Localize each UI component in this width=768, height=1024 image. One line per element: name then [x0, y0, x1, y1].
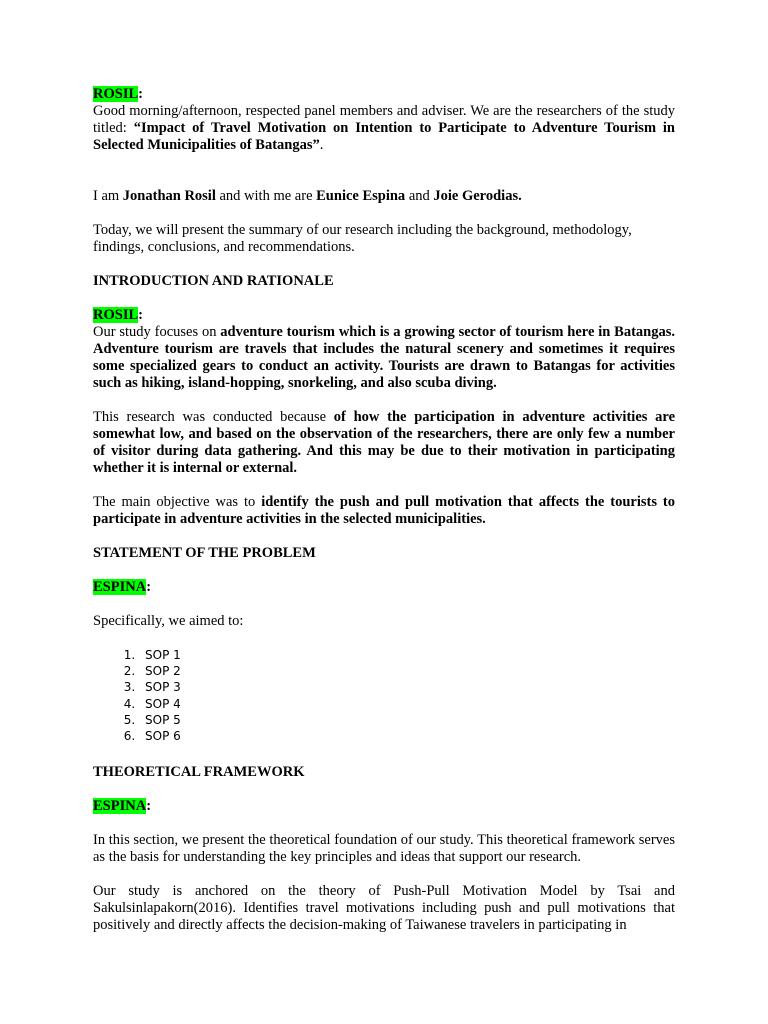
researcher-name: Joie Gerodias. [433, 188, 522, 204]
speaker-label: ROSIL [93, 307, 139, 323]
intro-text: and [405, 188, 434, 204]
speaker-label: ESPINA [93, 798, 147, 815]
speaker-line-rosil-2: ROSIL: [93, 307, 143, 323]
researcher-name: Eunice Espina [316, 188, 406, 204]
speaker-line-espina-1: ESPINA: [93, 579, 152, 595]
section-heading-problem: STATEMENT OF THE PROBLEM [93, 545, 316, 561]
greeting-paragraph [93, 103, 675, 154]
researcher-name: Jonathan Rosil [122, 188, 216, 204]
speaker-line-rosil-1: ROSIL: [93, 86, 143, 102]
paragraph-text: The main objective was to [93, 494, 262, 510]
framework-theory-paragraph: Our study is anchored on the theory of Push-Pull Motivation Model by Tsai and Sakulsinlapakorn(2016). Identifies travel motivations including push and pull motivations that positively and directly affects the decision-making of Taiwanese travelers in participating in [93, 883, 675, 934]
rationale-paragraph [93, 409, 675, 477]
objective-paragraph [93, 494, 675, 528]
greeting-text: Good morning/afternoon, respected panel members and adviser. We are the researchers of the study titled: [93, 103, 675, 136]
emphasis-text: identify the push and pull motivation that affects the tourists to participate in adventure activities in the selected municipalities. [93, 494, 675, 527]
document-page [93, 86, 675, 934]
list-item: 6. SOP 6 [139, 728, 675, 744]
paragraph-text: This research was conducted because [93, 409, 334, 425]
framework-intro-paragraph: In this section, we present the theoretical foundation of our study. This theoretical framework serves as the basis for understanding the key principles and ideas that support our research. [93, 832, 675, 866]
sop-list [93, 647, 675, 744]
emphasis-text: adventure tourism which is a growing sector of tourism here in Batangas. Adventure tourism are travels that includes the natural scenery and sometimes it requires some specialized gears to conduct an activity. Tourists are drawn to Batangas for activities such as hiking, island-hopping, snorkeling, and also scuba diving. [93, 324, 675, 391]
intro-text: and with me are [215, 188, 317, 204]
list-item: 4. SOP 4 [139, 696, 675, 712]
emphasis-text: of how the participation in adventure activities are somewhat low, and based on the observation of the researchers, there are only few a number of visitor during data gathering. And this may be due to their motivation in participating whether it is internal or external. [93, 409, 676, 476]
sop-lead: Specifically, we aimed to: [93, 613, 244, 629]
speaker-line-espina-2: ESPINA: [93, 798, 152, 815]
study-title: “Impact of Travel Motivation on Intention to Participate to Adventure Tourism in Selected Municipalities of Batangas” [93, 120, 675, 153]
list-item: 3. SOP 3 [139, 679, 675, 695]
focus-paragraph [93, 324, 675, 392]
summary-paragraph: Today, we will present the summary of our research including the background, methodology, findings, conclusions, and recommendations. [93, 222, 632, 255]
title-period: . [319, 137, 324, 153]
paragraph-text: Our study focuses on [93, 324, 221, 340]
speaker-label: ROSIL [93, 86, 139, 102]
list-item: 1. SOP 1 [139, 647, 675, 663]
introductions-paragraph [93, 188, 675, 205]
intro-text: I am [93, 188, 123, 204]
section-heading-introduction: INTRODUCTION AND RATIONALE [93, 273, 334, 289]
speaker-label: ESPINA [93, 579, 147, 595]
list-item: 5. SOP 5 [139, 712, 675, 728]
section-heading-framework: THEORETICAL FRAMEWORK [93, 764, 305, 781]
list-item: 2. SOP 2 [139, 663, 675, 679]
